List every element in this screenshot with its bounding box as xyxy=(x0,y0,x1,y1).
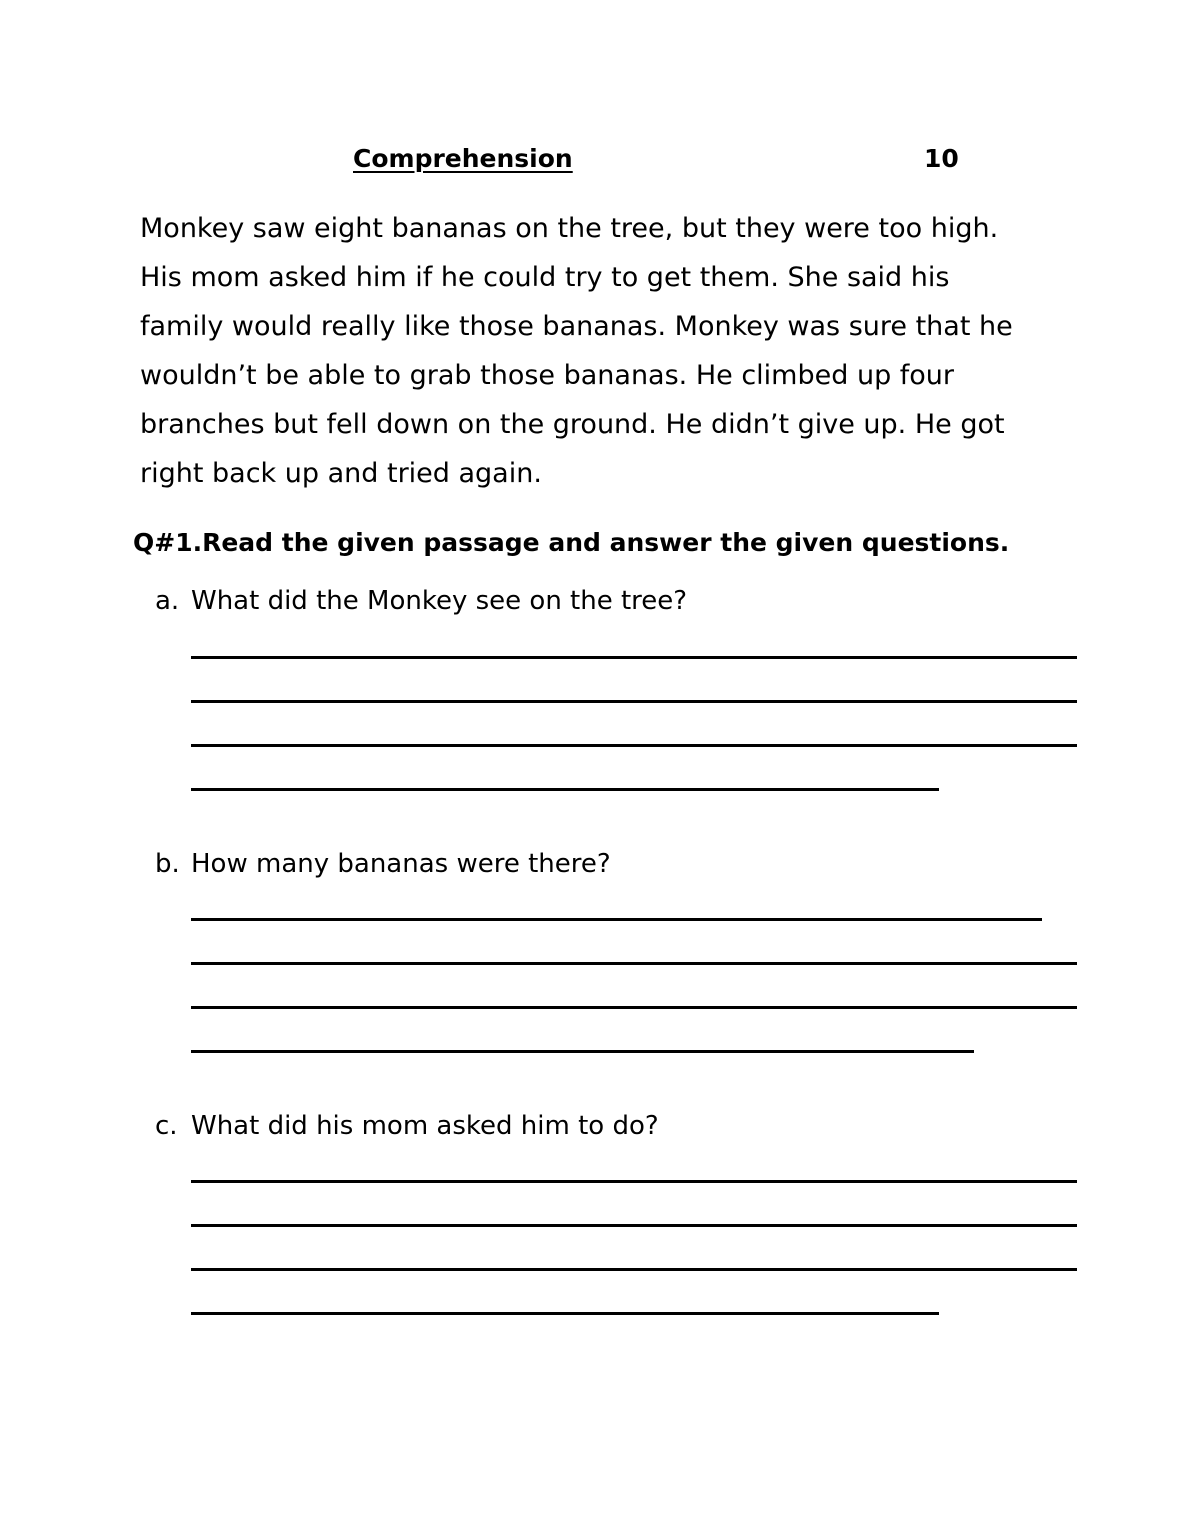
answer-line xyxy=(191,700,1077,703)
answer-line xyxy=(191,656,1077,659)
question-a-label: a. xyxy=(155,586,180,616)
question-b-label: b. xyxy=(155,849,180,879)
question-c xyxy=(155,1111,659,1141)
question-c-label: c. xyxy=(155,1111,178,1141)
question-b-text: How many bananas were there? xyxy=(191,849,611,879)
passage-line: wouldn’t be able to grab those bananas. He climbed up four xyxy=(140,360,955,391)
answer-line xyxy=(191,1006,1077,1009)
answer-line xyxy=(191,1050,974,1053)
answer-line xyxy=(191,1312,939,1315)
page-title: Comprehension xyxy=(353,144,573,173)
answer-line xyxy=(191,1224,1077,1227)
question-b xyxy=(155,849,611,879)
question-a xyxy=(155,586,687,616)
answer-line xyxy=(191,1268,1077,1271)
question-instruction: Q#1.Read the given passage and answer the given questions. xyxy=(133,528,1010,557)
answer-line xyxy=(191,962,1077,965)
passage-line: right back up and tried again. xyxy=(140,458,542,489)
answer-line xyxy=(191,788,939,791)
passage xyxy=(140,204,1100,498)
answer-line xyxy=(191,744,1077,747)
question-a-text: What did the Monkey see on the tree? xyxy=(191,586,688,616)
question-c-text: What did his mom asked him to do? xyxy=(191,1111,659,1141)
answer-line xyxy=(191,1180,1077,1183)
answer-line xyxy=(191,918,1042,921)
passage-line: Monkey saw eight bananas on the tree, but they were too high. xyxy=(140,213,999,244)
passage-line: family would really like those bananas. Monkey was sure that he xyxy=(140,311,1013,342)
passage-line: His mom asked him if he could try to get them. She said his xyxy=(140,262,950,293)
page-number: 10 xyxy=(924,144,959,173)
passage-line: branches but fell down on the ground. He didn’t give up. He got xyxy=(140,409,1005,440)
